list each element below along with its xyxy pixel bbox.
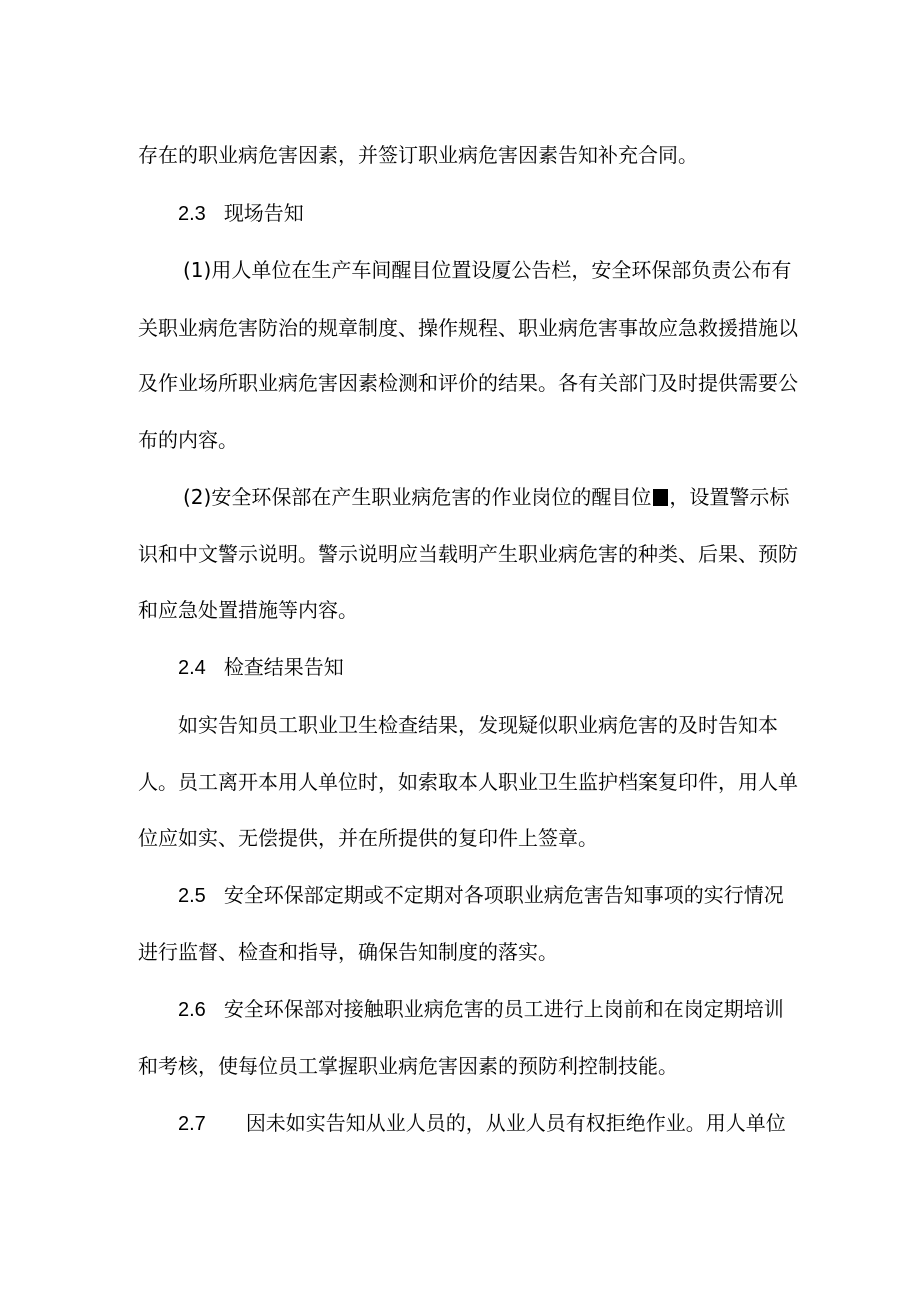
section-number: 2.5: [178, 885, 206, 907]
paragraph-line: (1)用人单位在生产车间醒目位置设厦公告栏，安全环保部负责公布有: [183, 258, 792, 282]
paragraph-line: 存在的职业病危害因素，并签订职业病危害因素告知补充合同。: [138, 143, 698, 167]
section-2-7: [178, 1109, 798, 1138]
section-title: 检查结果告知: [223, 655, 344, 679]
line-text: ，设置警示标: [669, 485, 790, 509]
section-number: 2.7: [178, 1113, 206, 1135]
section-title: 现场告知: [223, 201, 304, 225]
section-number: 2.3: [178, 203, 206, 225]
section-2-6: [178, 995, 798, 1024]
paragraph-line: 布的内容。: [138, 428, 238, 452]
paragraph-line: 进行监督、检查和指导，确保告知制度的落实。: [138, 940, 558, 964]
redacted-block: [653, 489, 668, 506]
paragraph-line: [183, 483, 798, 511]
section-heading-2-4: [178, 653, 798, 682]
section-2-5: [178, 881, 798, 910]
line-text: 安全环保部对接触职业病危害的员工进行上岗前和在岗定期培训: [223, 997, 784, 1021]
paragraph-line: 如实告知员工职业卫生检查结果，发现疑似职业病危害的及时告知本: [178, 713, 778, 737]
paragraph-line: 关职业病危害防治的规章制度、操作规程、职业病危害事故应急救援措施以: [138, 316, 798, 340]
paragraph-line: 及作业场所职业病危害因素检测和评价的结果。各有关部门及时提供需要公: [138, 371, 798, 395]
paragraph-line: 位应如实、无偿提供，并在所提供的复印件上签章。: [138, 826, 598, 850]
section-number: 2.4: [178, 657, 206, 679]
line-text: 安全环保部定期或不定期对各项职业病危害告知事项的实行情况: [223, 883, 784, 907]
line-text: 因未如实告知从业人员的，从业人员有权拒绝作业。用人单位: [245, 1111, 786, 1135]
paragraph-line: 识和中文警示说明。警示说明应当载明产生职业病危害的种类、后果、预防: [138, 542, 798, 566]
section-number: 2.6: [178, 999, 206, 1021]
paragraph-line: 人。员工离开本用人单位时，如索取本人职业卫生监护档案复印件，用人单: [138, 770, 798, 794]
paragraph-line: 和考核，使每位员工掌握职业病危害因素的预防利控制技能。: [138, 1054, 678, 1078]
paragraph-line: 和应急处置措施等内容。: [138, 598, 358, 622]
line-text: (2)安全环保部在产生职业病危害的作业岗位的醒目位: [183, 485, 652, 509]
section-heading-2-3: [178, 199, 798, 228]
